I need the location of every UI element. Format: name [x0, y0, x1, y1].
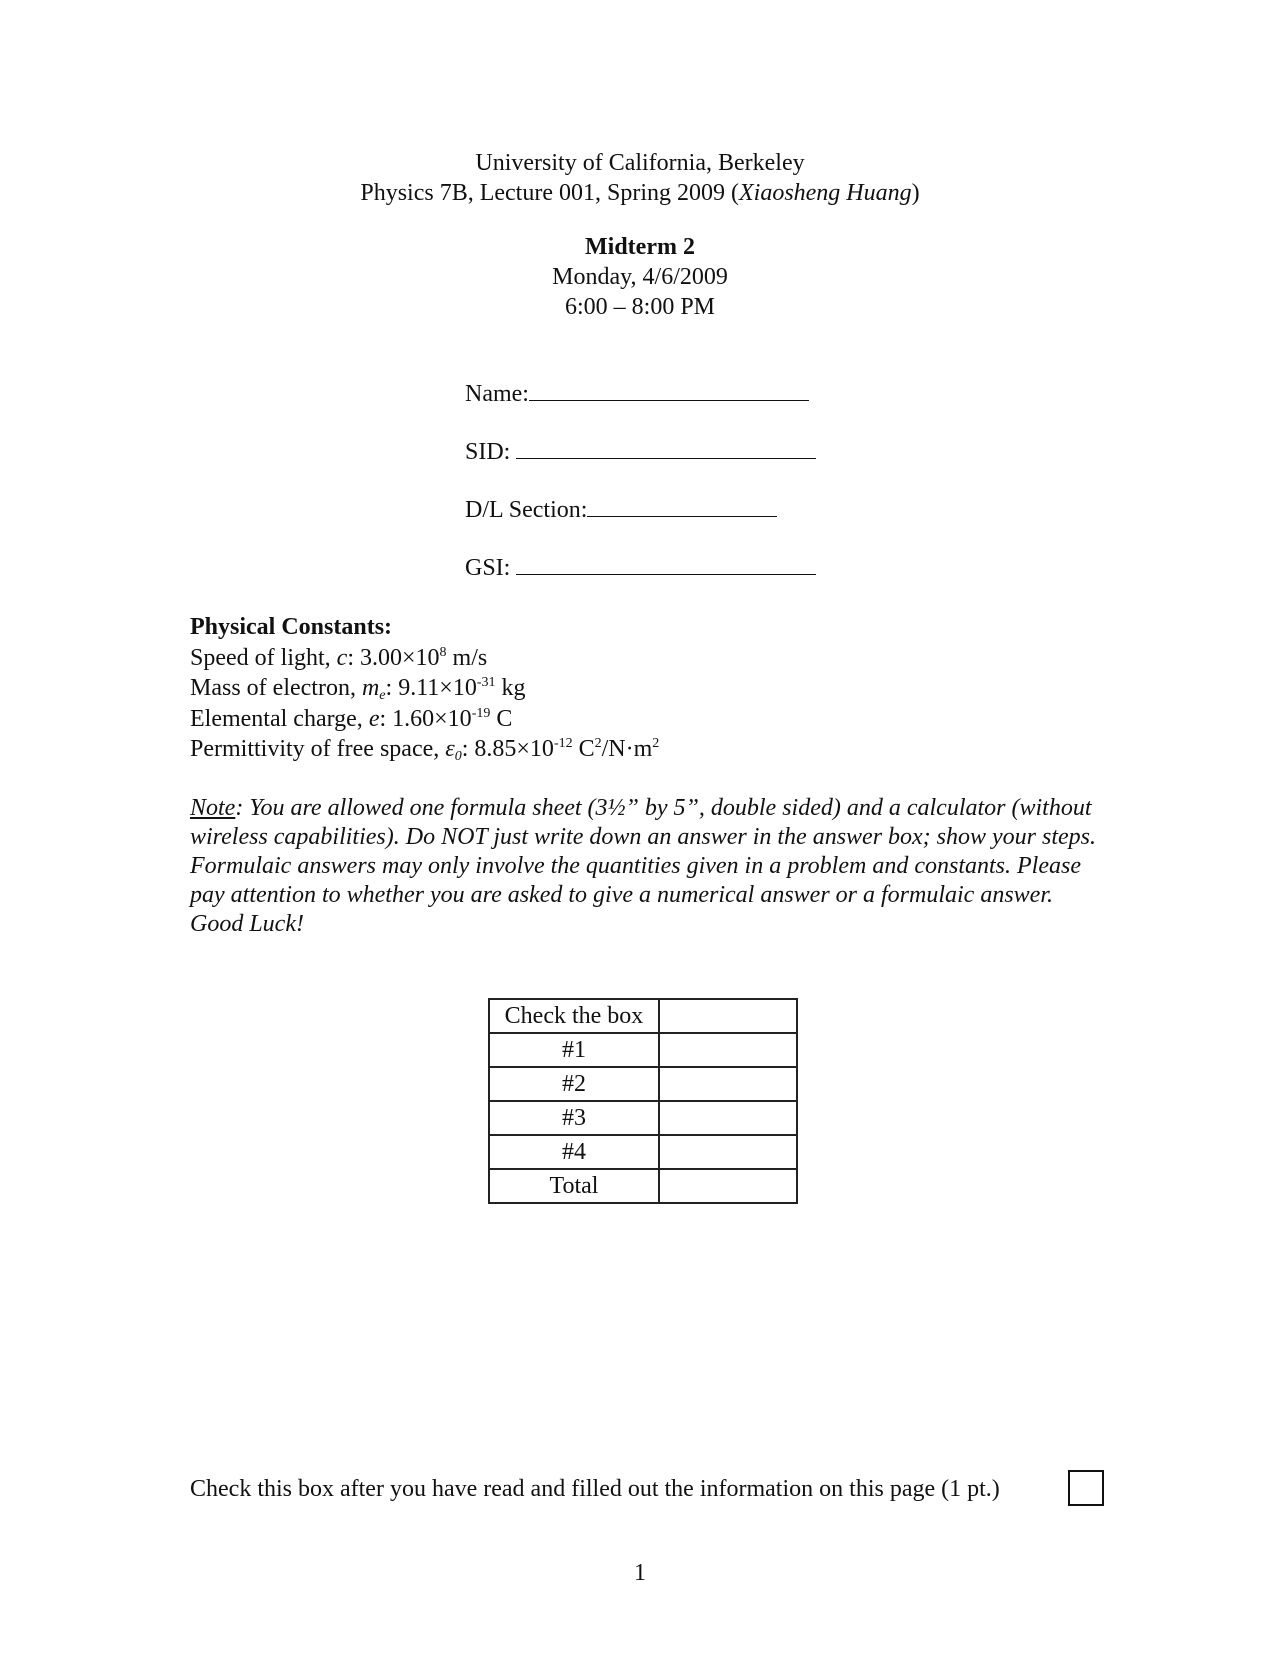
- score-cell[interactable]: [659, 1169, 797, 1203]
- table-row-label: Check the box: [489, 999, 659, 1033]
- constant-electron-mass: Mass of electron, $m_e$: $9.11\times 10^{-31}$ kg: [190, 675, 526, 703]
- page-number: 1: [634, 1560, 646, 1586]
- section-blank[interactable]: [587, 494, 777, 517]
- note-label: Note: [190, 795, 236, 821]
- constant-elemental-charge: Elemental charge, e: $1.60\times 10^{-19}$ C: [190, 705, 513, 732]
- sid-field[interactable]: SID:: [465, 436, 816, 494]
- read-confirmation-text: Check this box after you have read and filled out the information on this page (1 pt.): [190, 1476, 1000, 1502]
- table-row-label: #4: [489, 1135, 659, 1169]
- score-cell[interactable]: [659, 1033, 797, 1067]
- gsi-blank[interactable]: [516, 552, 816, 575]
- name-field[interactable]: Name:: [465, 378, 816, 436]
- exam-note: [190, 794, 1100, 939]
- constant-permittivity: Permittivity of free space, $\varepsilon_0$: $8.85\times 10^{-12}$ $C^2/N\cdot m^2$: [190, 736, 660, 764]
- table-row-label: #3: [489, 1101, 659, 1135]
- constant-speed-of-light: Speed of light, c: $3.00\times 10^8$ m/s: [190, 644, 488, 671]
- instructor-name: Xiaosheng Huang: [738, 180, 912, 206]
- table-row: [489, 1067, 797, 1101]
- exam-header: [0, 148, 1280, 322]
- table-row-label: #2: [489, 1067, 659, 1101]
- exam-time: 6:00 – 8:00 PM: [564, 294, 716, 320]
- sid-blank[interactable]: [516, 436, 816, 459]
- score-cell[interactable]: [659, 1067, 797, 1101]
- gsi-field[interactable]: GSI:: [465, 552, 816, 610]
- course-line: Physics 7B, Lecture 001, Spring 2009 (Xiaosheng Huang): [360, 180, 920, 206]
- table-row: [489, 1101, 797, 1135]
- constants-heading: Physical Constants:: [190, 614, 393, 640]
- read-confirmation-checkbox[interactable]: [1068, 1470, 1104, 1506]
- table-row-label: #1: [489, 1033, 659, 1067]
- exam-title: Midterm 2: [585, 234, 695, 260]
- score-table: [488, 998, 798, 1204]
- exam-date: Monday, 4/6/2009: [552, 264, 728, 290]
- note-text: : You are allowed one formula sheet (3½” by 5”, double sided) and a calculator (without wireless capabilities). Do NOT just write down an answer in the answer box; show your steps. Formulaic answers may only involve the quantities given in a problem and constants. Please pay attention to whether you are asked to give a numerical answer or a formulaic answer. Good Luck!: [190, 795, 1097, 937]
- university-name: University of California, Berkeley: [475, 150, 805, 176]
- table-row-label: Total: [489, 1169, 659, 1203]
- score-cell[interactable]: [659, 1135, 797, 1169]
- physical-constants: [190, 612, 659, 765]
- section-field[interactable]: D/L Section:: [465, 494, 816, 552]
- name-blank[interactable]: [529, 378, 809, 401]
- table-row: [489, 1033, 797, 1067]
- table-row: [489, 1135, 797, 1169]
- score-cell[interactable]: [659, 1101, 797, 1135]
- table-row: [489, 1169, 797, 1203]
- student-info-fields: [465, 378, 816, 610]
- table-row: [489, 999, 797, 1033]
- score-cell[interactable]: [659, 999, 797, 1033]
